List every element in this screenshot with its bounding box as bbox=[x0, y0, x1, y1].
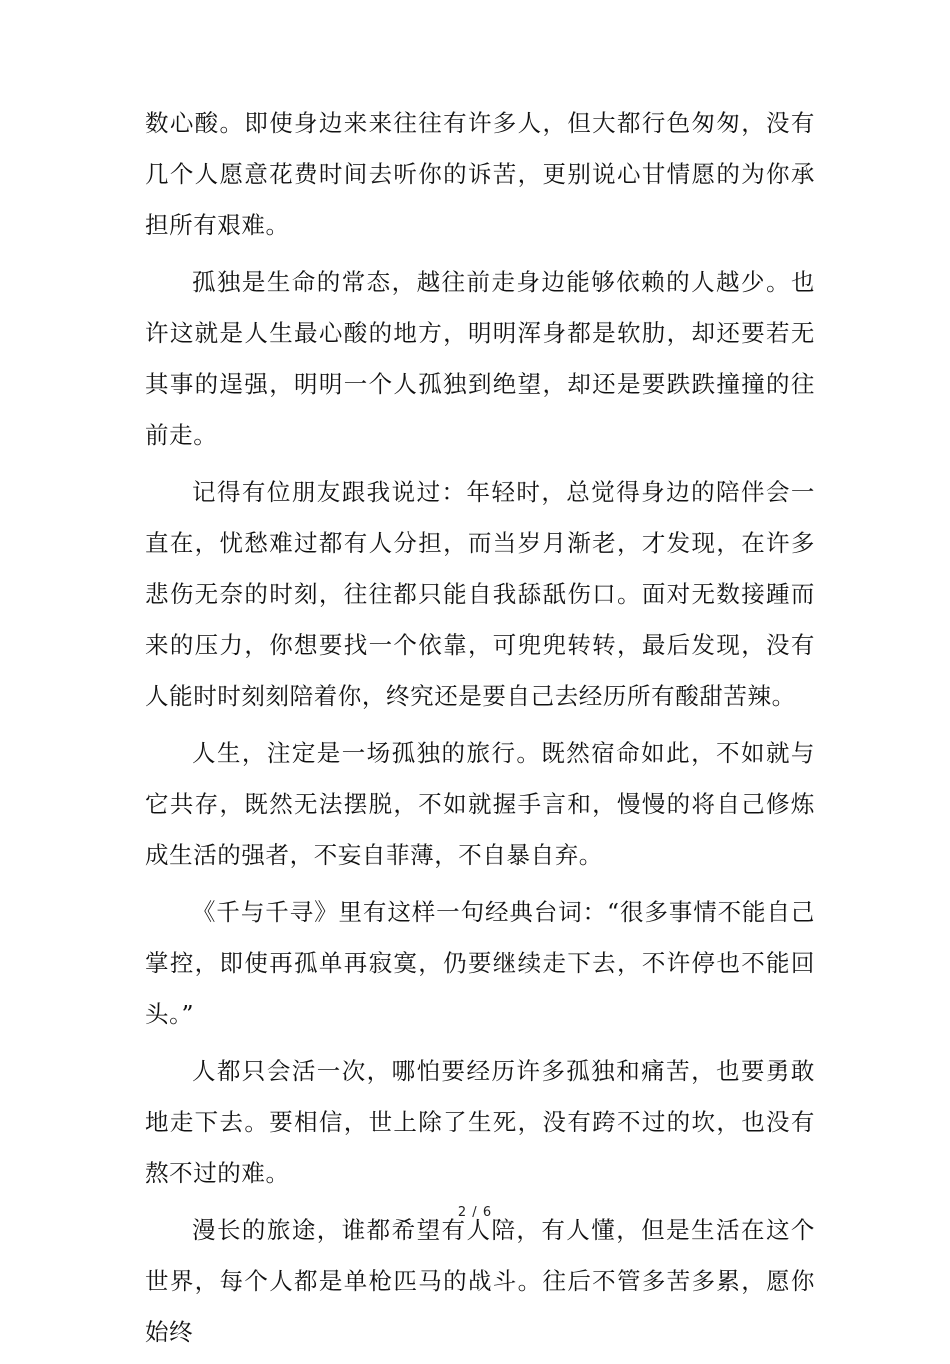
paragraph: 孤独是生命的常态，越往前走身边能够依赖的人越少。也许这就是人生最心酸的地方，明明浑身都是软肋，却还要若无其事的逞强，明明一个人孤独到绝望，却还是要跌跌撞撞的往前走。 bbox=[145, 268, 815, 449]
paragraph: 数心酸。即使身边来来往往有许多人，但大都行色匆匆，没有几个人愿意花费时间去听你的诉苦，更别说心甘情愿的为你承担所有艰难。 bbox=[145, 109, 815, 239]
paragraph: 《千与千寻》里有这样一句经典台词：“很多事情不能自己掌控，即使再孤单再寂寞，仍要继续走下去，不许停也不能回头。” bbox=[145, 898, 815, 1028]
paragraph: 记得有位朋友跟我说过：年轻时，总觉得身边的陪伴会一直在，忧愁难过都有人分担，而当岁月渐老，才发现，在许多悲伤无奈的时刻，往往都只能自我舔舐伤口。面对无数接踵而来的压力，你想要找一个依靠，可兜兜转转，最后发现，没有人能时时刻刻陪着你，终究还是要自己去经历所有酸甜苦辣。 bbox=[145, 478, 815, 710]
document-body bbox=[145, 98, 815, 1364]
paragraph: 人都只会活一次，哪怕要经历许多孤独和痛苦，也要勇敢地走下去。要相信，世上除了生死，没有跨不过的坎，也没有熬不过的难。 bbox=[145, 1057, 815, 1187]
page-number: 2 / 6 bbox=[457, 1205, 493, 1220]
paragraph: 漫长的旅途，谁都希望有人陪，有人懂，但是生活在这个世界，每个人都是单枪匹马的战斗。往后不管多苦多累，愿你始终 bbox=[145, 1216, 815, 1346]
paragraph: 人生，注定是一场孤独的旅行。既然宿命如此，不如就与它共存，既然无法摆脱，不如就握手言和，慢慢的将自己修炼成生活的强者，不妄自菲薄，不自暴自弃。 bbox=[145, 739, 815, 869]
